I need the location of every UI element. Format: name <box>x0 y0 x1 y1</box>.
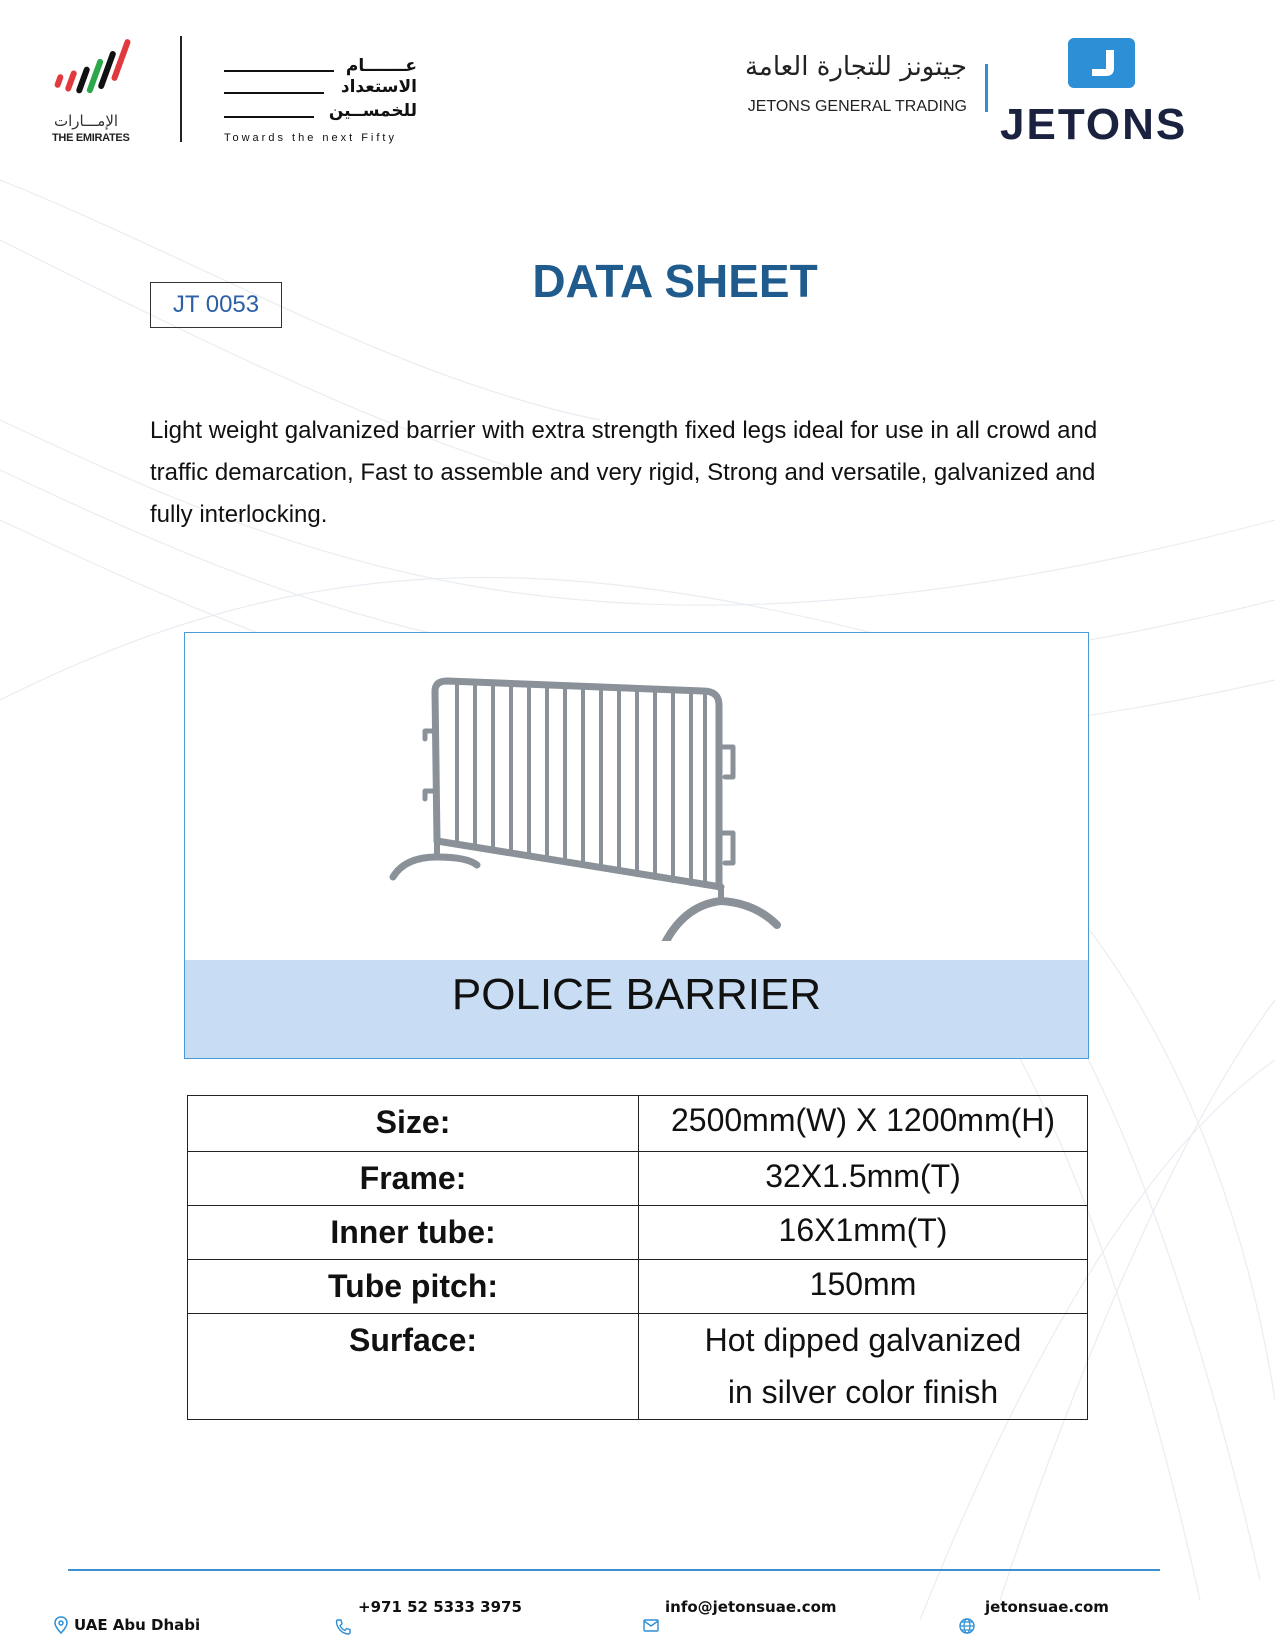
footer-email[interactable]: info@jetonsuae.com <box>665 1598 837 1616</box>
spec-table <box>187 1095 1088 1420</box>
year-logo-ar-line-1: عـــــــام <box>345 56 417 76</box>
spec-value: Hot dipped galvanized in silver color finish <box>639 1314 1088 1420</box>
company-name-arabic: جيتونز للتجارة العامة <box>744 52 967 82</box>
email-icon <box>642 1616 660 1634</box>
company-name-english: JETONS GENERAL TRADING <box>747 98 967 115</box>
emirates-logo-arabic: الإمـــارات <box>54 112 119 130</box>
table-row <box>188 1206 1088 1260</box>
spec-value: 16X1mm(T) <box>639 1206 1088 1260</box>
table-row <box>188 1314 1088 1420</box>
page-title: DATA SHEET <box>532 255 818 307</box>
year-logo-english: Towards the next Fifty <box>224 132 397 144</box>
emirates-bars-icon <box>52 36 134 108</box>
spec-label: Size: <box>188 1096 639 1152</box>
spec-value: 150mm <box>639 1260 1088 1314</box>
header-divider <box>180 36 182 142</box>
jetons-wordmark: JETONS <box>1000 100 1188 149</box>
jetons-j-icon <box>1068 38 1135 88</box>
spec-label: Inner tube: <box>188 1206 639 1260</box>
product-caption-band <box>185 960 1088 1058</box>
spec-value: 32X1.5mm(T) <box>639 1152 1088 1206</box>
logo-line <box>224 92 324 94</box>
footer-location: UAE Abu Dhabi <box>74 1616 201 1634</box>
year-logo-ar-line-3: للخمســين <box>328 101 417 121</box>
police-barrier-image <box>385 651 805 941</box>
footer-divider <box>68 1569 1160 1571</box>
the-emirates-logo <box>48 36 138 146</box>
footer-website[interactable]: jetonsuae.com <box>985 1598 1109 1616</box>
company-divider <box>985 64 988 112</box>
globe-icon <box>958 1617 976 1635</box>
table-row <box>188 1152 1088 1206</box>
table-row <box>188 1260 1088 1314</box>
emirates-logo-english: THE EMIRATES <box>52 132 130 144</box>
spec-value: 2500mm(W) X 1200mm(H) <box>639 1096 1088 1152</box>
product-description: Light weight galvanized barrier with extra strength fixed legs ideal for use in all crowd and traffic demarcation, Fast to assemble and very rigid, Strong and versatile, galvanized and fully interlocking. <box>150 417 1098 528</box>
location-pin-icon <box>52 1616 70 1634</box>
spec-label: Surface: <box>188 1314 639 1420</box>
spec-label: Frame: <box>188 1152 639 1206</box>
product-code: JT 0053 <box>150 282 282 328</box>
product-panel <box>184 632 1089 1059</box>
phone-icon <box>334 1618 352 1636</box>
logo-line <box>224 116 314 118</box>
year-logo-ar-line-2: الاستعداد <box>340 77 417 97</box>
spec-label: Tube pitch: <box>188 1260 639 1314</box>
logo-line <box>224 70 334 72</box>
footer-phone[interactable]: +971 52 5333 3975 <box>358 1598 522 1616</box>
year-of-preparation-logo <box>222 56 417 150</box>
table-row <box>188 1096 1088 1152</box>
product-name: POLICE BARRIER <box>451 970 822 1019</box>
